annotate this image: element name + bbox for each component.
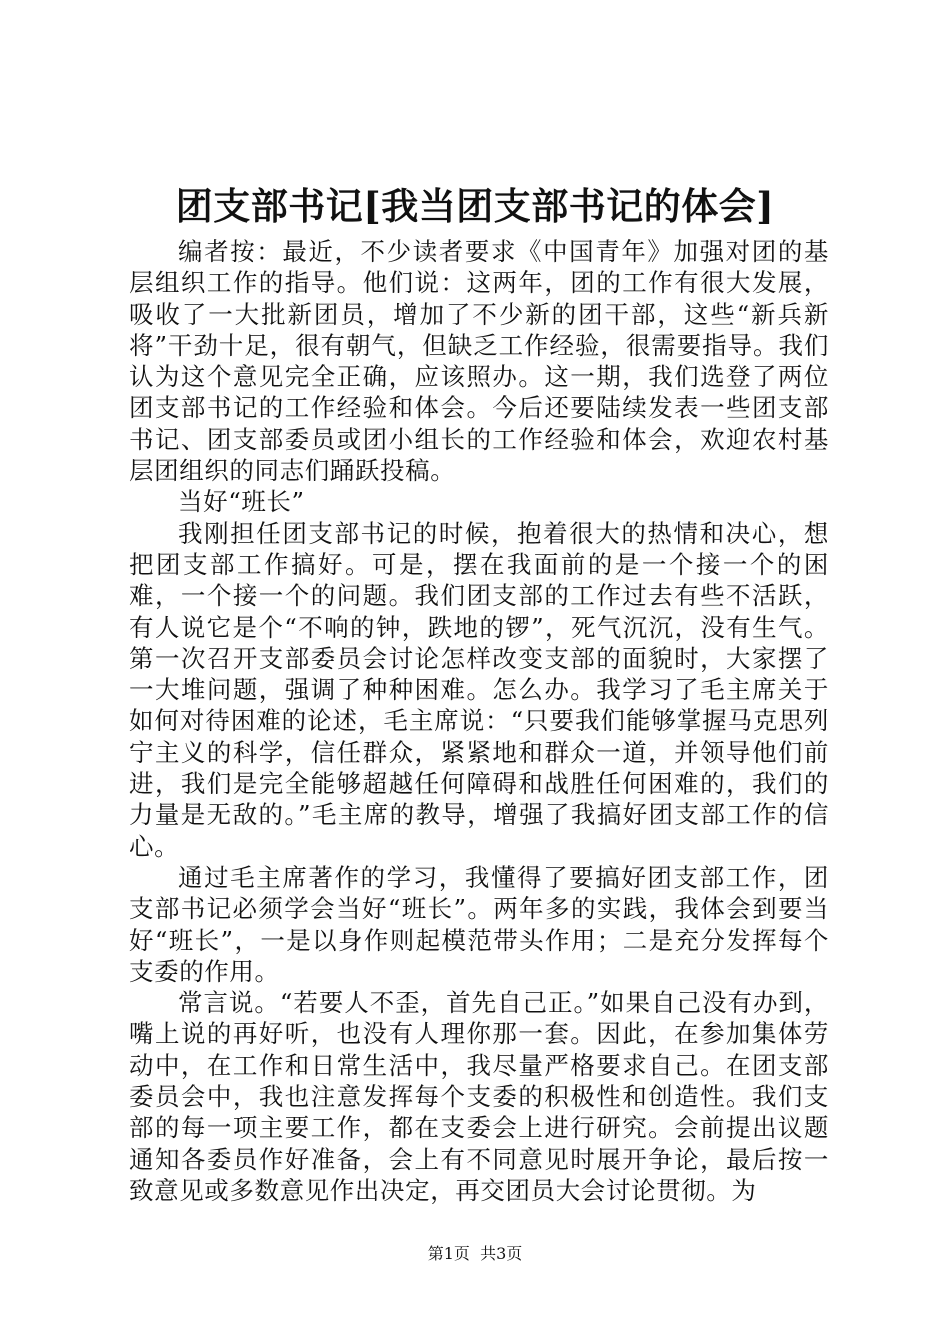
document-title: 团支部书记[我当团支部书记的体会] (175, 184, 775, 228)
body-paragraph: 我刚担任团支部书记的时候，抱着很大的热情和决心，想把团支部工作搞好。可是，摆在我面前的是一个接一个的困难，一个接一个的问题。我们团支部的工作过去有些不活跃，有人说它是个“不响的钟，跌地的锣”，死气沉沉，没有生气。第一次召开支部委员会讨论怎样改变支部的面貌时，大家摆了一大堆问题，强调了种种困难。怎么办。我学习了毛主席关于如何对待困难的论述，毛主席说：“只要我们能够掌握马克思列宁主义的科学，信任群众，紧紧地和群众一道，并领导他们前进，我们是完全能够超越任何障碍和战胜任何困难的，我们的力量是无敌的。”毛主席的教导，增强了我搞好团支部工作的信心。 (129, 518, 829, 861)
body-paragraph: 通过毛主席著作的学习，我懂得了要搞好团支部工作，团支部书记必须学会当好“班长”。两年多的实践，我体会到要当好“班长”，一是以身作则起模范带头作用；二是充分发挥每个支委的作用。 (129, 862, 829, 986)
page-total: 共3页 (480, 1244, 523, 1263)
editor-note-paragraph: 编者按：最近，不少读者要求《中国青年》加强对团的基层组织工作的指导。他们说：这两年，团的工作有很大发展，吸收了一大批新团员，增加了不少新的团干部，这些“新兵新将”干劲十足，很有朝气，但缺乏工作经验，很需要指导。我们认为这个意见完全正确，应该照办。这一期，我们选登了两位团支部书记的工作经验和体会。今后还要陆续发表一些团支部书记、团支部委员或团小组长的工作经验和体会，欢迎农村基层团组织的同志们踊跃投稿。 (129, 237, 829, 486)
page-footer (0, 1244, 950, 1264)
page-number: 第1页 (427, 1244, 470, 1263)
section-heading: 当好“班长” (178, 487, 305, 517)
body-paragraph: 常言说。“若要人不歪，首先自己正。”如果自己没有办到，嘴上说的再好听，也没有人理你那一套。因此，在参加集体劳动中，在工作和日常生活中，我尽量严格要求自己。在团支部委员会中，我也注意发挥每个支委的积极性和创造性。我们支部的每一项主要工作，都在支委会上进行研究。会前提出议题通知各委员作好准备，会上有不同意见时展开争论，最后按一致意见或多数意见作出决定，再交团员大会讨论贯彻。为 (129, 988, 829, 1205)
document-body (129, 236, 829, 1206)
